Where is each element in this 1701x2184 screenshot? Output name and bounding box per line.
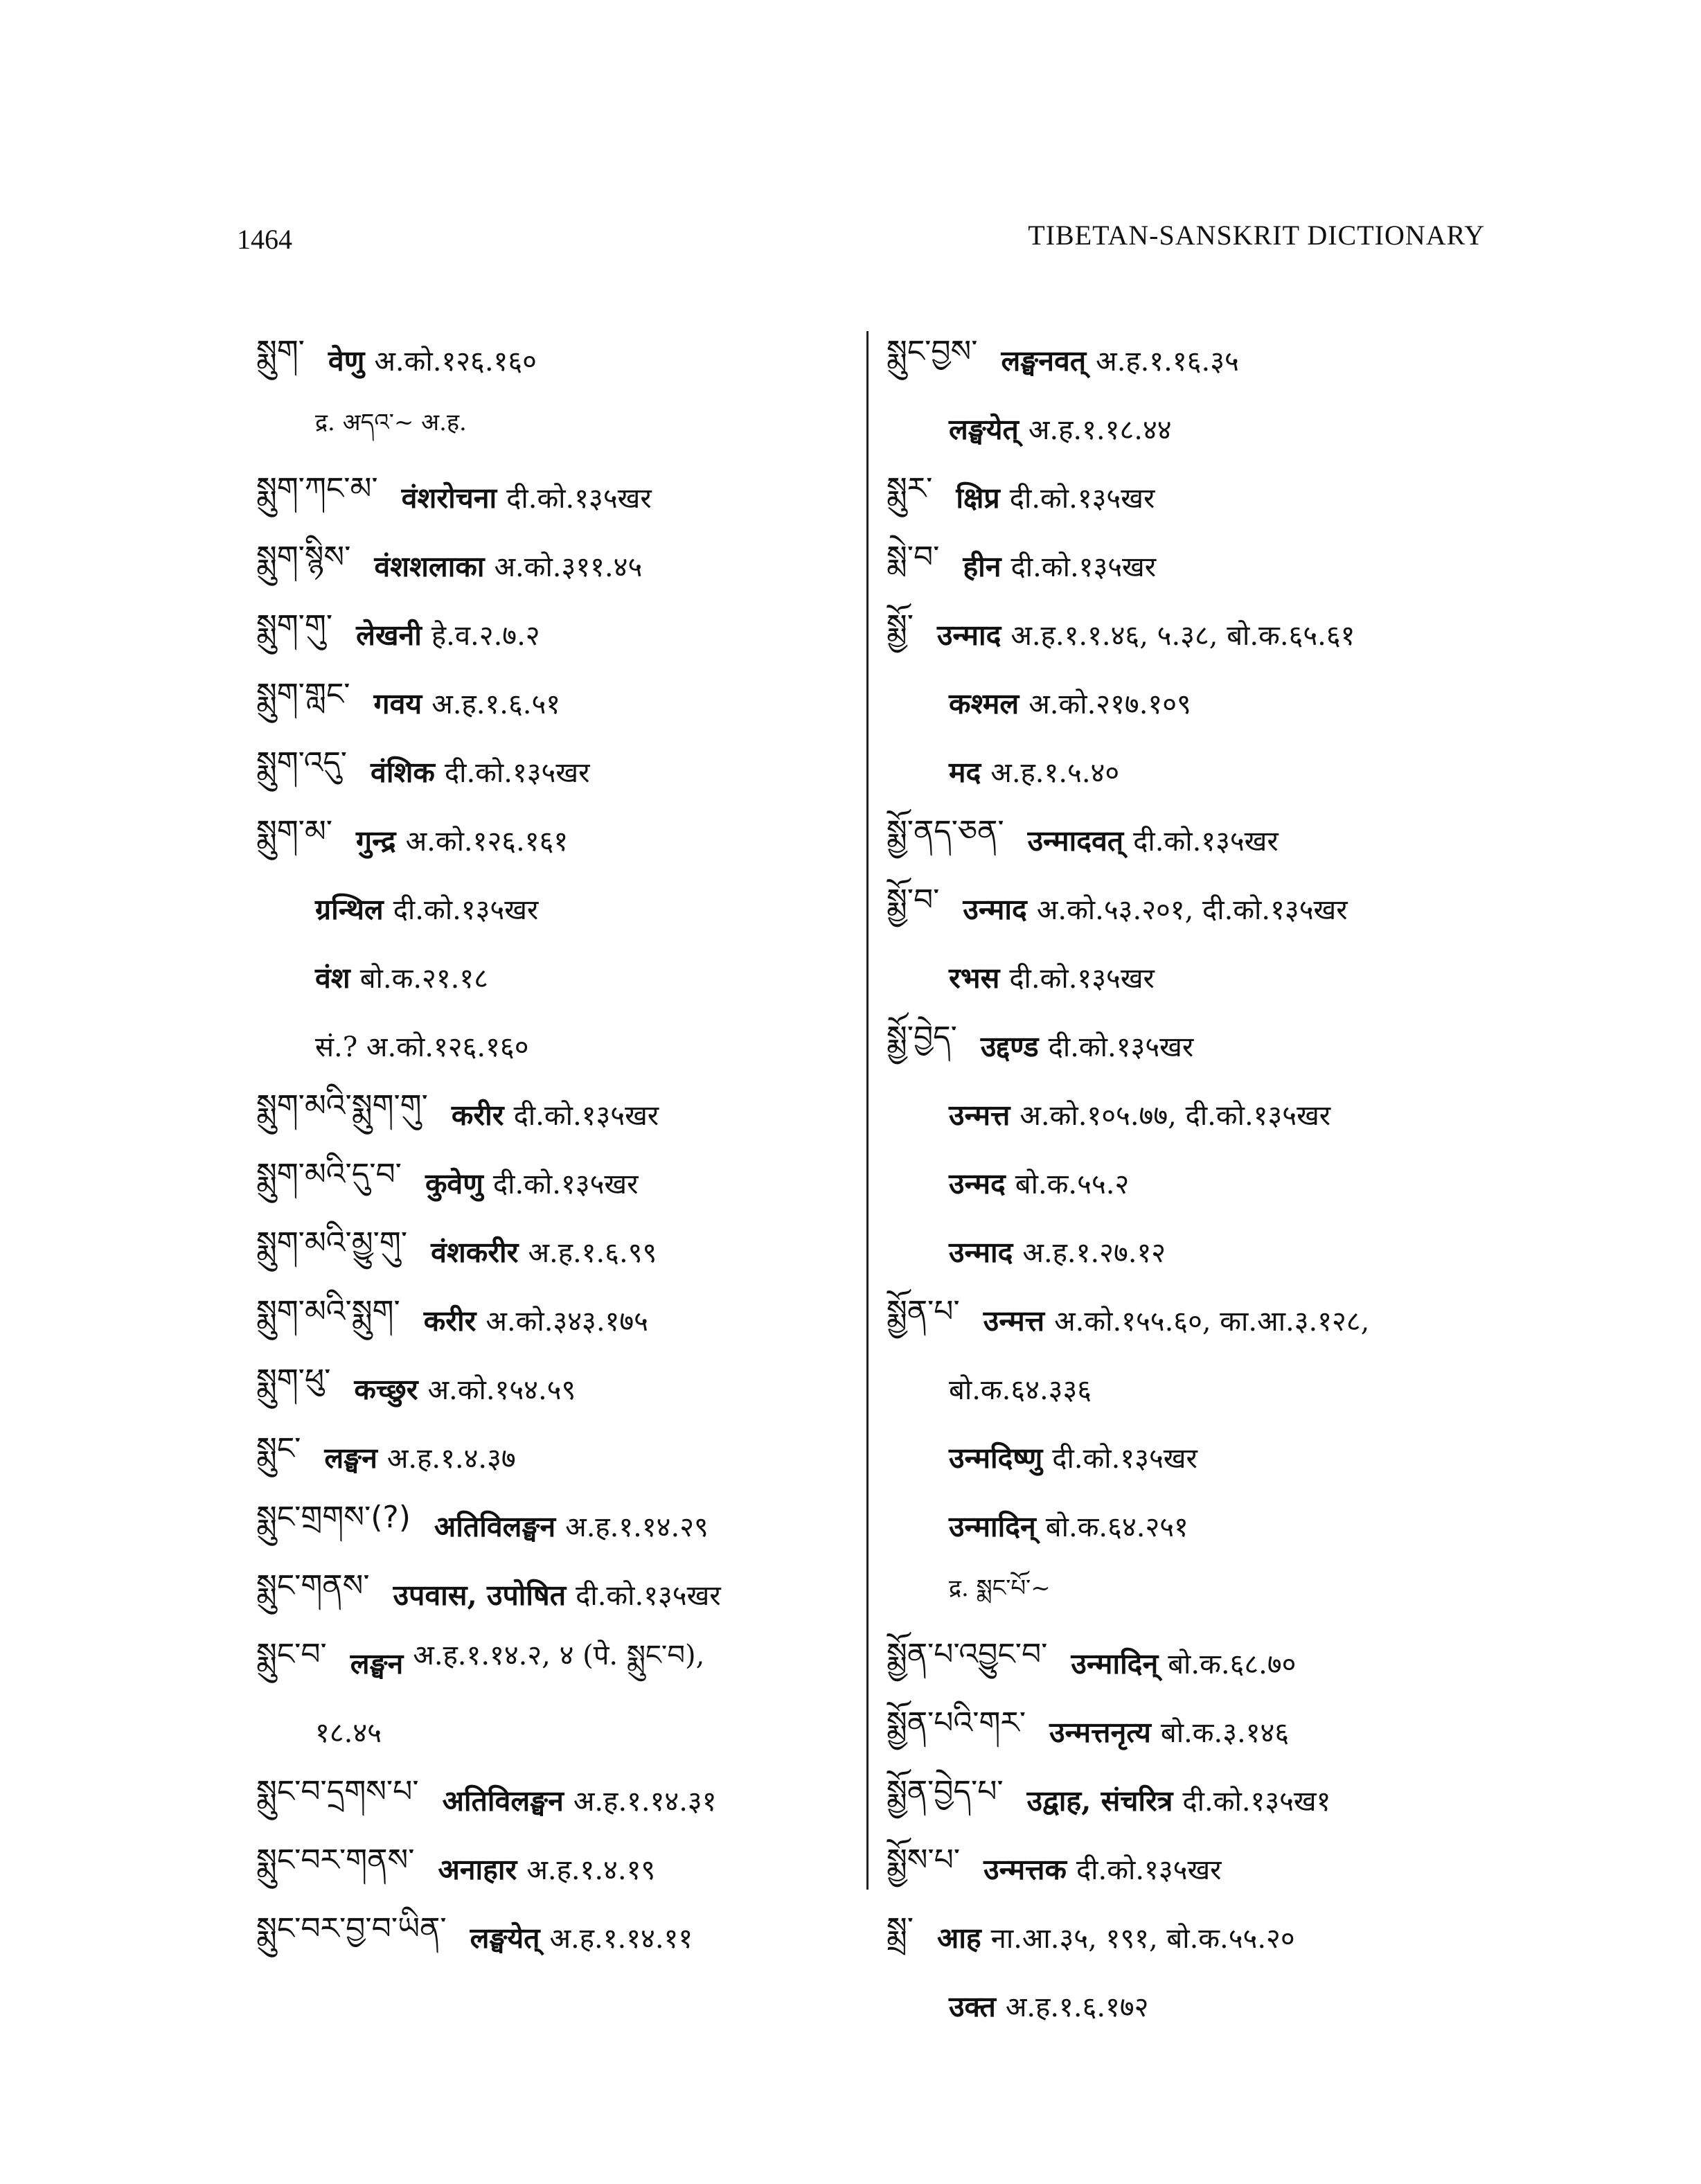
source-reference: अ.ह.१.४.१९: [526, 1854, 656, 1886]
tibetan-headword: སྨྱོན་བྱེད་པ་: [887, 1773, 1004, 1809]
entry-continuation: [256, 394, 852, 463]
sanskrit-equivalent: वंश: [315, 961, 350, 995]
tibetan-headword: སྨྱོས་པ་: [887, 1842, 961, 1878]
dictionary-entry: [256, 1080, 852, 1148]
sanskrit-equivalent: उन्मादवत्: [1027, 824, 1124, 858]
source-reference: अ.ह.१.१४.११: [549, 1923, 693, 1955]
cross-reference: द्र. अདའ་~ अ.ह.: [315, 408, 467, 436]
source-reference: अ.को.१२६.१६१: [405, 826, 569, 858]
sanskrit-equivalent: उद्वाह, संचरित्र: [1026, 1784, 1173, 1818]
sanskrit-equivalent: उन्मत्तनृत्य: [1049, 1715, 1151, 1749]
tibetan-headword: སྨུར་: [887, 470, 933, 506]
sanskrit-equivalent: वंशरोचना: [401, 481, 497, 515]
source-reference: अ.ह.१.१६.३५: [1096, 346, 1239, 378]
sanskrit-equivalent: उन्मत्तक: [983, 1852, 1067, 1886]
sanskrit-equivalent: उन्मदिष्णु: [949, 1441, 1043, 1475]
source-reference: दी.को.१३५खर: [1009, 483, 1155, 515]
sanskrit-equivalent: उन्मत्त: [949, 1098, 1010, 1132]
dictionary-entry: [887, 600, 1510, 668]
sanskrit-equivalent: आह: [936, 1921, 981, 1955]
source-reference: अ.को.१०५.७७, दी.को.१३५खर: [1019, 1100, 1331, 1132]
tibetan-headword: སྨུང་བ་: [256, 1636, 327, 1672]
source-reference: बो.क.५५.२: [1015, 1169, 1130, 1200]
source-reference: दी.को.१३५खर: [1133, 826, 1279, 858]
tibetan-headword: སྨུང་བྱས་: [887, 333, 978, 369]
sanskrit-equivalent: लङ्घयेत्: [949, 412, 1019, 446]
sanskrit-equivalent: अतिविलङ्घन: [434, 1509, 556, 1543]
tibetan-headword: སྨྱོན་པའི་གར་: [887, 1705, 1026, 1741]
source-reference: सं.? अ.को.१२६.१६०: [315, 1031, 529, 1063]
entry-continuation: [256, 1697, 852, 1766]
tibetan-headword: སྨུང་གྲགས་(?): [256, 1499, 411, 1535]
dictionary-entry: [887, 1011, 1510, 1080]
dictionary-entry: [256, 1423, 852, 1491]
tibetan-headword: སྨུག་གླང་: [256, 676, 350, 712]
source-reference: दी.को.१३५खर: [506, 483, 652, 515]
sanskrit-equivalent: लङ्घन: [350, 1646, 404, 1680]
source-reference: १८.४५: [315, 1717, 382, 1749]
dictionary-entry: [256, 1354, 852, 1423]
source-reference: दी.को.१३५खर: [1052, 1443, 1197, 1475]
dictionary-entry: [256, 1628, 852, 1697]
source-reference: अ.को.३११.४५: [494, 551, 643, 583]
source-reference: अ.ह.१.१८.४४: [1028, 414, 1172, 446]
sanskrit-equivalent: ग्रन्थिल: [315, 892, 384, 926]
sanskrit-equivalent: मद: [949, 755, 981, 789]
sanskrit-equivalent: उन्मत्त: [983, 1304, 1045, 1338]
column-divider: [866, 331, 869, 1890]
source-reference: बो.क.६४.२५१: [1045, 1511, 1188, 1543]
sanskrit-equivalent: अतिविलङ्घन: [442, 1784, 564, 1818]
source-reference: अ.को.३४३.१७५: [486, 1306, 648, 1338]
tibetan-headword: སྨུང་བ་དྲགས་པ་: [256, 1773, 419, 1809]
tibetan-headword: སྨྱོ་: [887, 607, 914, 643]
sanskrit-equivalent: उन्मादिन्: [1071, 1646, 1159, 1680]
sanskrit-equivalent: वंशशलाका: [374, 549, 485, 583]
dictionary-entry: [887, 1834, 1510, 1903]
dictionary-entry: [887, 806, 1510, 874]
dictionary-entry: [887, 1286, 1510, 1354]
cross-reference: द्र. སྨང་པོ་~: [949, 1574, 1051, 1602]
source-reference: अ.ह.१.२७.१२: [1022, 1237, 1166, 1269]
entry-continuation: [887, 737, 1510, 806]
dictionary-entry: [256, 806, 852, 874]
sanskrit-equivalent: उन्मद: [949, 1166, 1006, 1200]
sanskrit-equivalent: उन्माद: [963, 892, 1027, 926]
sanskrit-equivalent: लङ्घन: [324, 1441, 377, 1475]
sanskrit-equivalent: उन्माद: [949, 1235, 1013, 1269]
tibetan-headword: སྨུང་བར་བྱ་བ་ཡིན་: [256, 1910, 447, 1946]
tibetan-headword: སྨུག་གུ་: [256, 607, 333, 643]
entry-continuation: [887, 1148, 1510, 1217]
entry-continuation: [887, 668, 1510, 737]
entry-continuation: [887, 1217, 1510, 1286]
source-reference: अ.ह.१.५.४०: [990, 757, 1120, 789]
sanskrit-equivalent: वंशकरीर: [431, 1235, 519, 1269]
dictionary-entry: [887, 1766, 1510, 1834]
sanskrit-equivalent: लङ्घनवत्: [1001, 344, 1087, 378]
source-reference: दी.को.१३५खर: [492, 1169, 639, 1200]
sanskrit-equivalent: लेखनी: [356, 618, 422, 652]
tibetan-headword: སྨྱོན་པ་འབྱུང་བ་: [887, 1636, 1048, 1672]
source-reference: बो.क.३.१४६: [1160, 1717, 1290, 1749]
source-reference: दी.को.१३५खर: [576, 1580, 721, 1612]
source-reference: अ.को.५३.२०१, दी.को.१३५खर: [1036, 894, 1348, 926]
entry-continuation: [887, 1354, 1510, 1423]
dictionary-entry: [256, 326, 852, 394]
source-reference: अ.को.१५४.५९: [427, 1374, 576, 1406]
sanskrit-equivalent: उक्त: [949, 1989, 996, 2023]
entry-continuation: [887, 1491, 1510, 1560]
dictionary-entry: [256, 1148, 852, 1217]
tibetan-headword: སྨྱོན་པ་: [887, 1293, 960, 1329]
entry-continuation: [887, 1423, 1510, 1491]
page-number: 1464: [237, 224, 292, 255]
tibetan-headword: སྨུང་: [256, 1430, 301, 1466]
sanskrit-equivalent: अनाहार: [438, 1852, 517, 1886]
source-reference: अ.ह.१.१.४६, ५.३८, बो.क.६५.६१: [1010, 620, 1355, 652]
tibetan-headword: སྨུག་མ་: [256, 813, 333, 849]
sanskrit-equivalent: लङ्घयेत्: [470, 1921, 540, 1955]
source-reference: दी.को.१३५खर: [444, 757, 590, 789]
dictionary-entry: [256, 1903, 852, 1971]
running-head: TIBETAN-SANSKRIT DICTIONARY: [1028, 220, 1485, 251]
source-reference: अ.ह.१.६.५१: [431, 689, 561, 720]
tibetan-headword: སྨྲ་: [887, 1910, 914, 1946]
tibetan-headword: སྨུག་སྙིས་: [256, 539, 351, 575]
entry-continuation: [887, 394, 1510, 463]
dictionary-entry: [887, 1697, 1510, 1766]
source-reference: दी.को.१३५खर: [1048, 1031, 1194, 1063]
sanskrit-equivalent: हीन: [963, 549, 1001, 583]
source-reference: अ.ह.१.१४.२, ४ (पे. སྨུང་བ),: [413, 1640, 705, 1671]
dictionary-entry: [887, 531, 1510, 600]
entry-continuation: [256, 943, 852, 1011]
dictionary-entry: [256, 531, 852, 600]
entry-continuation: [887, 1560, 1510, 1628]
sanskrit-equivalent: कश्मल: [949, 686, 1019, 720]
sanskrit-equivalent: वेणु: [328, 344, 365, 378]
sanskrit-equivalent: उद्दण्ड: [980, 1029, 1039, 1063]
source-reference: बो.क.६४.३३६: [949, 1374, 1092, 1406]
entry-continuation: [256, 1011, 852, 1080]
entry-continuation: [256, 874, 852, 943]
sanskrit-equivalent: गवय: [373, 686, 422, 720]
source-reference: बो.क.२१.१८: [359, 963, 488, 995]
tibetan-headword: སྨུག་མའི་སྨུག་: [256, 1293, 400, 1329]
dictionary-entry: [256, 1217, 852, 1286]
tibetan-headword: སྨུག་མའི་སྨུག་གུ་: [256, 1087, 428, 1124]
source-reference: बो.क.६८.७०: [1168, 1649, 1297, 1680]
tibetan-headword: སྨུག་མའི་མྱུ་གུ་: [256, 1225, 408, 1261]
sanskrit-equivalent: वंशिक: [371, 755, 435, 789]
source-reference: अ.ह.१.१४.३१: [573, 1786, 717, 1818]
sanskrit-equivalent: कच्छुर: [354, 1372, 418, 1406]
tibetan-headword: སྨུང་གནས་: [256, 1568, 370, 1604]
dictionary-entry: [887, 874, 1510, 943]
tibetan-headword: སྨེ་བ་: [887, 539, 940, 575]
entry-continuation: [887, 943, 1510, 1011]
dictionary-entry: [887, 463, 1510, 531]
tibetan-headword: སྨྱོ་བ་: [887, 882, 940, 918]
dictionary-entry: [256, 600, 852, 668]
source-reference: दी.को.१३५खर: [1009, 963, 1155, 995]
tibetan-headword: སྨུག་: [256, 333, 305, 369]
source-reference: अ.ह.१.४.३७: [386, 1443, 516, 1475]
dictionary-entry: [256, 737, 852, 806]
tibetan-headword: སྨུག་འདུ་: [256, 745, 348, 781]
source-reference: ना.आ.३५, १९१, बो.क.५५.२०: [990, 1923, 1295, 1955]
sanskrit-equivalent: कुवेणु: [425, 1166, 483, 1200]
sanskrit-equivalent: उन्मादिन्: [949, 1509, 1036, 1543]
tibetan-headword: སྨུག་ཀང་མ་: [256, 470, 378, 506]
source-reference: दी.को.१३५खर: [393, 894, 539, 926]
dictionary-entry: [887, 1628, 1510, 1697]
tibetan-headword: སྨུག་མའི་དུ་བ་: [256, 1156, 402, 1192]
right-column: [887, 326, 1510, 2040]
sanskrit-equivalent: क्षिप्र: [956, 481, 1000, 515]
sanskrit-equivalent: रभस: [949, 961, 1000, 995]
source-reference: अ.ह.१.६.१७२: [1005, 1991, 1149, 2023]
dictionary-entry: [256, 1766, 852, 1834]
dictionary-entry: [256, 668, 852, 737]
left-column: [256, 326, 852, 1971]
dictionary-entry: [256, 1834, 852, 1903]
dictionary-entry: [256, 1491, 852, 1560]
dictionary-entry: [256, 1286, 852, 1354]
dictionary-entry: [887, 326, 1510, 394]
source-reference: अ.को.१५५.६०, का.आ.३.१२८,: [1054, 1306, 1370, 1338]
sanskrit-equivalent: करीर: [423, 1304, 477, 1338]
source-reference: अ.को.१२६.१६०: [374, 346, 537, 378]
source-reference: दी.को.१३५ख१: [1182, 1786, 1331, 1818]
sanskrit-equivalent: गुन्द्र: [356, 824, 396, 858]
tibetan-headword: སྨུང་བར་གནས་: [256, 1842, 415, 1878]
source-reference: दी.को.१३५खर: [513, 1100, 659, 1132]
sanskrit-equivalent: उपवास, उपोषित: [393, 1578, 567, 1612]
source-reference: अ.को.२१७.१०९: [1028, 689, 1191, 720]
source-reference: हे.व.२.७.२: [431, 620, 540, 652]
source-reference: अ.ह.१.१४.२९: [565, 1511, 709, 1543]
tibetan-headword: སྨུག་ཕུ་: [256, 1362, 331, 1398]
sanskrit-equivalent: करीर: [451, 1098, 504, 1132]
source-reference: अ.ह.१.६.९९: [528, 1237, 657, 1269]
sanskrit-equivalent: उन्माद: [936, 618, 1001, 652]
dictionary-entry: [256, 1560, 852, 1628]
dictionary-entry: [887, 1903, 1510, 1971]
tibetan-headword: སྨྱོ་ནད་ཅན་: [887, 813, 1004, 849]
entry-continuation: [887, 1971, 1510, 2040]
source-reference: दी.को.१३५खर: [1010, 551, 1157, 583]
source-reference: दी.को.१३५खर: [1076, 1854, 1222, 1886]
tibetan-headword: སྨྱོ་བྱེད་: [887, 1019, 957, 1055]
dictionary-entry: [256, 463, 852, 531]
entry-continuation: [887, 1080, 1510, 1148]
